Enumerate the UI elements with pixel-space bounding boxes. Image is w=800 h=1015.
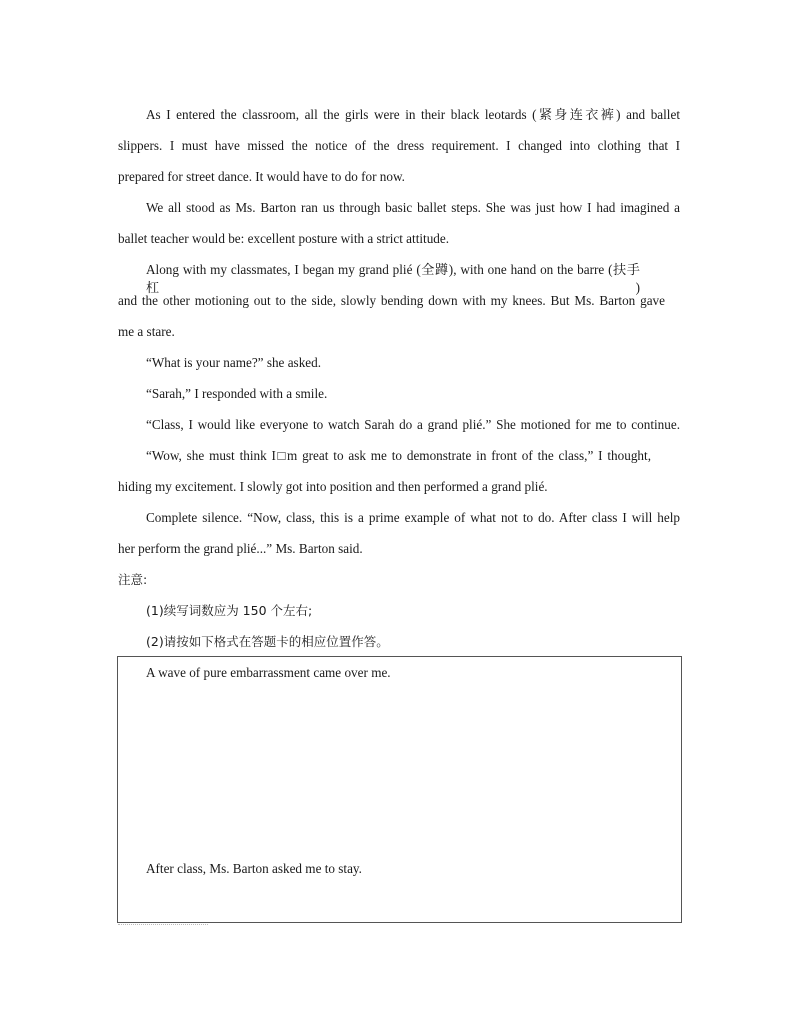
paragraph-7-line-2: hiding my excitement. I slowly got into position and then performed a grand plié. bbox=[118, 479, 548, 494]
answer-box bbox=[117, 656, 682, 923]
notes-heading: 注意: bbox=[118, 572, 148, 587]
notes-item-2: (2)请按如下格式在答题卡的相应位置作答。 bbox=[146, 634, 389, 649]
paragraph-7-line-1: “Wow, she must think I□m great to ask me to demonstrate in front of the class,” I thought, bbox=[146, 448, 651, 463]
answer-box-second-opening-sentence: After class, Ms. Barton asked me to stay. bbox=[146, 861, 362, 876]
paragraph-1-line-2: slippers. I must have missed the notice of the dress requirement. I changed into clothing that I bbox=[118, 138, 680, 153]
paragraph-8-line-1: Complete silence. “Now, class, this is a prime example of what not to do. After class I will help bbox=[146, 510, 680, 525]
notes-item-1: (1)续写词数应为 150 个左右; bbox=[146, 603, 313, 618]
paragraph-6: “Class, I would like everyone to watch Sarah do a grand plié.” She motioned for me to continue. bbox=[146, 417, 680, 432]
answer-box-opening-sentence: A wave of pure embarrassment came over me. bbox=[146, 665, 391, 680]
page-bottom-divider bbox=[118, 924, 208, 928]
paragraph-3-line-3: me a stare. bbox=[118, 324, 175, 339]
paragraph-4: “What is your name?” she asked. bbox=[146, 355, 322, 370]
paragraph-8-line-2: her perform the grand plié...” Ms. Barton said. bbox=[118, 541, 363, 556]
paragraph-2-line-2: ballet teacher would be: excellent posture with a strict attitude. bbox=[118, 231, 450, 246]
paragraph-1-line-3: prepared for street dance. It would have to do for now. bbox=[118, 169, 405, 184]
paragraph-1-line-1: As I entered the classroom, all the girls were in their black leotards (紧身连衣裤) and ballet bbox=[146, 107, 680, 122]
paragraph-3-line-2: and the other motioning out to the side, slowly bending down with my knees. But Ms. Barton gave bbox=[118, 293, 665, 308]
paragraph-5: “Sarah,” I responded with a smile. bbox=[146, 386, 328, 401]
paragraph-3-line-1: Along with my classmates, I began my grand plié (全蹲), with one hand on the barre (扶手杠) bbox=[146, 262, 640, 295]
paragraph-2-line-1: We all stood as Ms. Barton ran us through basic ballet steps. She was just how I had imagined a bbox=[146, 200, 680, 215]
